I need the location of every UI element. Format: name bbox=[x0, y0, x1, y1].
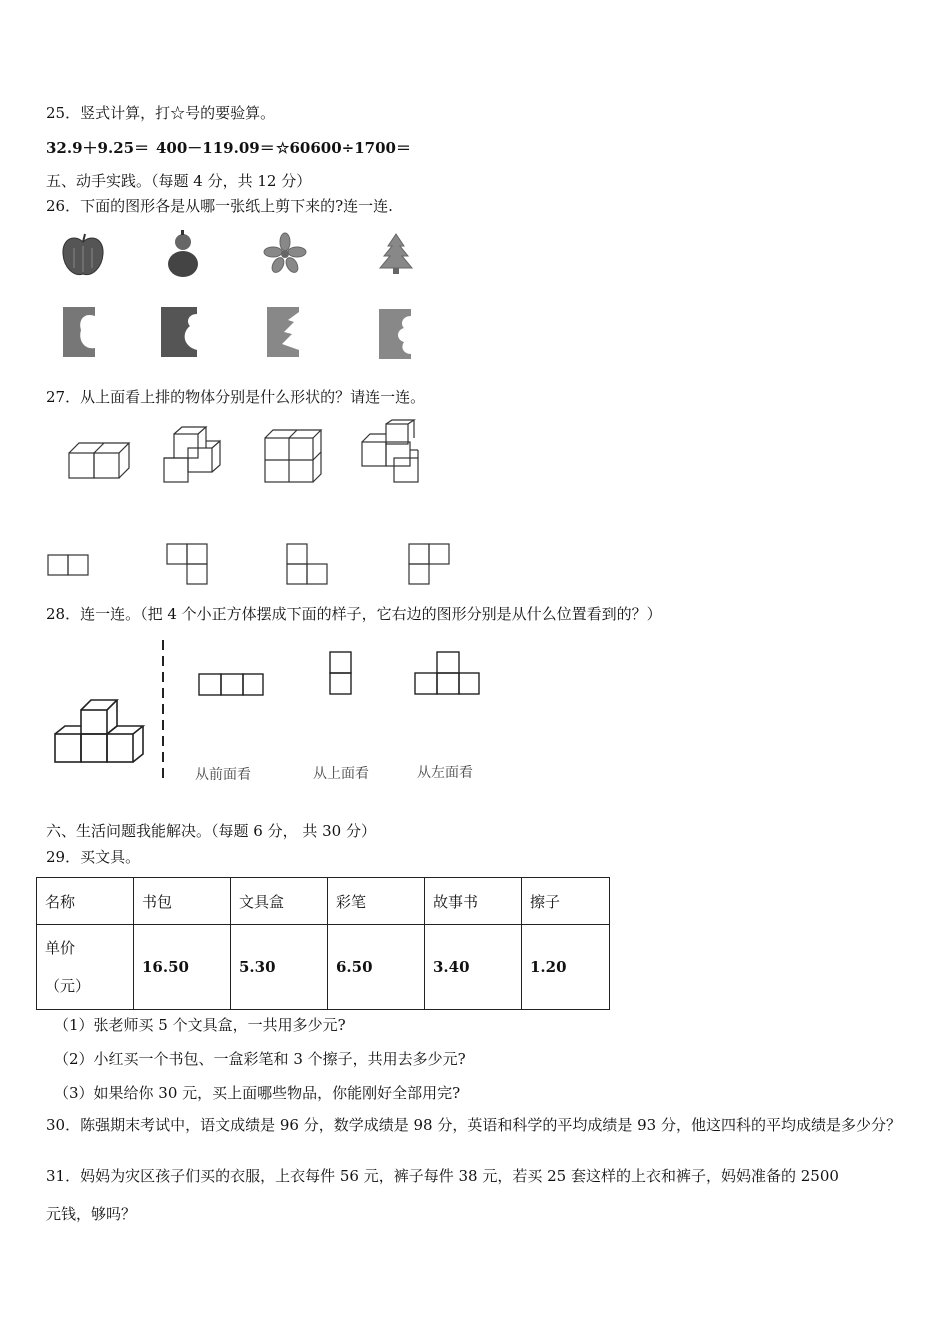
q25-expr-2: 400－119.09＝ bbox=[156, 139, 275, 157]
paper-apple-cut bbox=[62, 306, 98, 360]
q29-sub-2: （2）小红买一个书包、一盒彩笔和 3 个擦子，共用去多少元? bbox=[54, 1050, 466, 1068]
table-header-cell: 故事书 bbox=[425, 878, 522, 925]
front-view-figure bbox=[197, 672, 267, 698]
table-header-cell: 文具盒 bbox=[231, 878, 328, 925]
cubes-object-4 bbox=[358, 420, 424, 486]
q26-title: 26．下面的图形各是从哪一张纸上剪下来的?连一连. bbox=[46, 197, 393, 215]
table-header-cell: 名称 bbox=[37, 878, 134, 925]
flower-icon bbox=[262, 232, 308, 274]
top-view-figure bbox=[328, 650, 354, 696]
top-view-3 bbox=[286, 543, 330, 585]
q29-sub-1: （1）张老师买 5 个文具盒，一共用多少元? bbox=[54, 1016, 346, 1034]
view-front-label: 从前面看 bbox=[195, 767, 251, 783]
price-cell: 6.50 bbox=[328, 925, 425, 1010]
left-view-figure bbox=[413, 650, 483, 696]
q30-text: 30．陈强期末考试中，语文成绩是 96 分，数学成绩是 98 分，英语和科学的平均成绩是 93 分，他这四科的平均成绩是多少分？ bbox=[46, 1116, 901, 1134]
paper-tree-cut bbox=[266, 306, 302, 360]
top-view-2 bbox=[166, 543, 210, 585]
section-6-title: 六、生活问题我能解决。（每题 6 分， 共 30 分） bbox=[46, 822, 376, 840]
apple-icon bbox=[60, 232, 106, 278]
unit-price-label bbox=[37, 925, 134, 1010]
q29-sub-3: （3）如果给你 30 元，买上面哪些物品，你能刚好全部用完? bbox=[54, 1084, 461, 1102]
table-header-cell: 彩笔 bbox=[328, 878, 425, 925]
table-price-row bbox=[37, 925, 610, 1010]
table-header-cell: 书包 bbox=[134, 878, 231, 925]
q31-line-1: 31．妈妈为灾区孩子们买的衣服，上衣每件 56 元，裤子每件 38 元，若买 25 套这样的上衣和裤子，妈妈准备的 2500 bbox=[46, 1167, 839, 1185]
unit-price-label-line2: （元） bbox=[45, 977, 91, 995]
q25-expr-1: 32.9＋9.25＝ bbox=[46, 139, 150, 157]
table-header-cell: 擦子 bbox=[522, 878, 610, 925]
table-header-row bbox=[37, 878, 610, 925]
top-view-4 bbox=[408, 543, 452, 585]
price-cell: 16.50 bbox=[134, 925, 231, 1010]
gourd-icon bbox=[163, 230, 203, 278]
q27-title: 27．从上面看上排的物体分别是什么形状的？请连一连。 bbox=[46, 388, 426, 406]
q31-line-2: 元钱，够吗？ bbox=[46, 1205, 137, 1223]
cubes-object-2 bbox=[160, 426, 226, 488]
section-5-title: 五、动手实践。（每题 4 分，共 12 分） bbox=[46, 172, 312, 190]
view-left-label: 从左面看 bbox=[417, 765, 473, 781]
view-top-label: 从上面看 bbox=[313, 766, 369, 782]
price-table bbox=[36, 877, 610, 1010]
price-cell: 3.40 bbox=[425, 925, 522, 1010]
q25-expr-3: ☆60600÷1700＝ bbox=[276, 139, 411, 157]
paper-gourd-cut bbox=[160, 306, 200, 360]
price-cell: 5.30 bbox=[231, 925, 328, 1010]
tree-icon bbox=[376, 232, 416, 276]
top-view-1 bbox=[47, 554, 91, 578]
q28-title: 28．连一连。（把 4 个小正方体摆成下面的样子，它右边的图形分别是从什么位置看到的？） bbox=[46, 605, 662, 623]
cubes-object-1 bbox=[66, 436, 126, 484]
price-cell: 1.20 bbox=[522, 925, 610, 1010]
q25-title: 25．竖式计算，打☆号的要验算。 bbox=[46, 104, 276, 122]
unit-price-label-line1: 单价 bbox=[45, 939, 76, 957]
cubes-object-3 bbox=[262, 428, 324, 486]
q28-cube-stack bbox=[52, 696, 152, 768]
paper-flower-cut bbox=[378, 308, 414, 362]
q29-title: 29．买文具。 bbox=[46, 848, 141, 866]
dashed-divider bbox=[158, 638, 168, 784]
